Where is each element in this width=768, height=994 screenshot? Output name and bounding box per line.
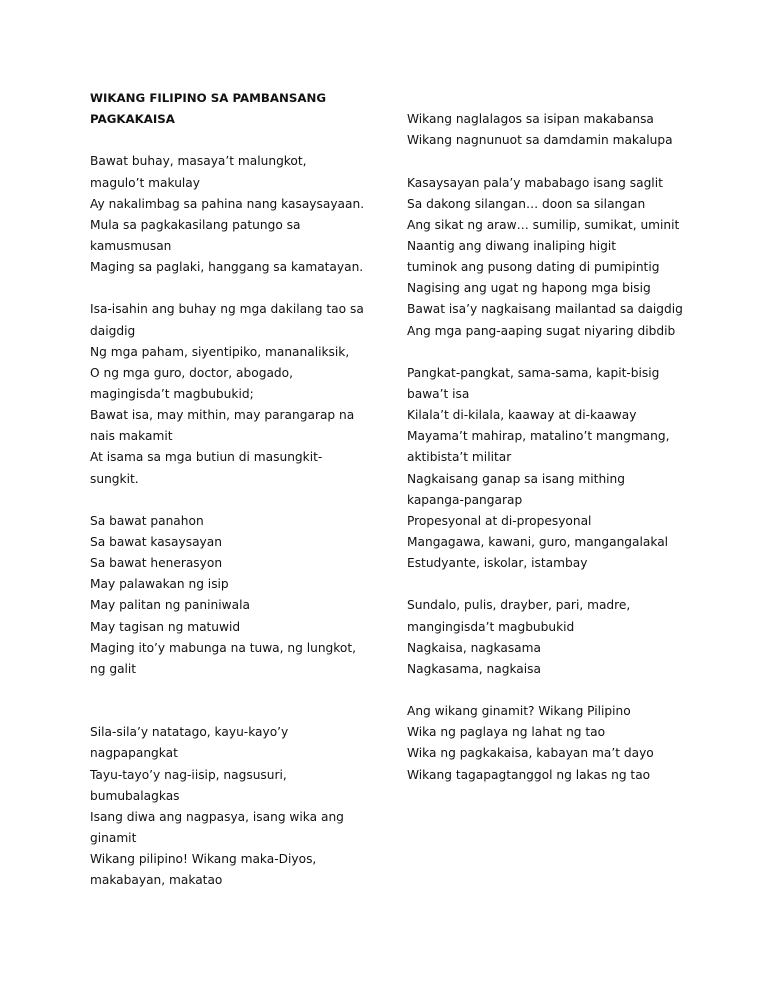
poem-line <box>90 490 390 511</box>
poem-line: nais makamit <box>90 429 173 444</box>
poem-line: May tagisan ng matuwid <box>90 619 241 634</box>
poem-line: Sila-sila’y natatago, kayu-kayo’y <box>90 725 289 740</box>
right-column <box>407 88 707 786</box>
poem-line: magingisda’t magbubukid; <box>90 386 254 401</box>
poem-line <box>407 88 707 109</box>
poem-line: Nagkaisa, nagkasama <box>407 640 541 655</box>
poem-line: Wikang tagapagtanggol ng lakas ng tao <box>407 767 651 782</box>
poem-line: kamusmusan <box>90 238 172 253</box>
poem-line: nagpapangkat <box>90 746 178 761</box>
poem-line: Wikang pilipino! Wikang maka-Diyos, <box>90 852 317 867</box>
poem-line: Sa bawat henerasyon <box>90 556 223 571</box>
poem-line <box>90 278 390 299</box>
poem-line <box>407 342 707 363</box>
poem-line: Nagkasama, nagkaisa <box>407 661 541 676</box>
poem-line: Sa bawat kasaysayan <box>90 534 222 549</box>
poem-line: ng galit <box>90 661 137 676</box>
poem-line: mangingisda’t magbubukid <box>407 619 575 634</box>
poem-line: Naantig ang diwang inaliping higit <box>407 238 617 253</box>
poem-line: Sundalo, pulis, drayber, pari, madre, <box>407 598 631 613</box>
poem-line: Mula sa pagkakasilang patungo sa <box>90 217 301 232</box>
poem-line: sungkit. <box>90 471 139 486</box>
poem-line: magulo’t makulay <box>90 175 200 190</box>
poem-line: Isang diwa ang nagpasya, isang wika ang <box>90 809 344 824</box>
poem-line: Nagising ang ugat ng hapong mga bisig <box>407 281 651 296</box>
poem-line: Nagkaisang ganap sa isang mithing <box>407 471 626 486</box>
poem-line: ginamit <box>90 830 137 845</box>
poem-line: Kilala’t di-kilala, kaaway at di-kaaway <box>407 408 637 423</box>
poem-line: Bawat isa’y nagkaisang mailantad sa daigdig <box>407 302 683 317</box>
poem-line: At isama sa mga butiun di masungkit- <box>90 450 323 465</box>
poem-line: Mayama’t mahirap, matalino’t mangmang, <box>407 429 670 444</box>
poem-line: bumubalagkas <box>90 788 180 803</box>
poem-line: Ang wikang ginamit? Wikang Pilipino <box>407 704 631 719</box>
poem-line <box>90 130 390 151</box>
poem-line: tuminok ang pusong dating di pumipintig <box>407 260 660 275</box>
left-column <box>90 88 390 891</box>
poem-line: Wika ng pagkakaisa, kabayan ma’t dayo <box>407 746 654 761</box>
poem-line: Sa bawat panahon <box>90 513 204 528</box>
poem-line: Ang mga pang-aaping sugat niyaring dibdib <box>407 323 676 338</box>
poem-line: Sa dakong silangan… doon sa silangan <box>407 196 646 211</box>
poem-line: aktibista’t militar <box>407 450 512 465</box>
poem-title-line-1: WIKANG FILIPINO SA PAMBANSANG <box>90 91 327 105</box>
poem-line <box>407 680 707 701</box>
poem-line: Kasaysayan pala’y mababago isang saglit <box>407 175 663 190</box>
poem-line: Maging sa paglaki, hanggang sa kamatayan. <box>90 260 364 275</box>
poem-line: Isa-isahin ang buhay ng mga dakilang tao sa <box>90 302 364 317</box>
poem-line <box>407 574 707 595</box>
poem-line <box>407 151 707 172</box>
poem-line: Propesyonal at di-propesyonal <box>407 513 592 528</box>
poem-line: May palawakan ng isip <box>90 577 229 592</box>
poem-line: May palitan ng paniniwala <box>90 598 250 613</box>
poem-line: Pangkat-pangkat, sama-sama, kapit-bisig <box>407 365 660 380</box>
left-poem-body <box>90 130 390 891</box>
poem-line: Mangagawa, kawani, guro, mangangalakal <box>407 534 669 549</box>
poem-line: kapanga-pangarap <box>407 492 523 507</box>
poem-line: Ang sikat ng araw… sumilip, sumikat, uminit <box>407 217 680 232</box>
poem-line: O ng mga guro, doctor, abogado, <box>90 365 293 380</box>
poem-line: Estudyante, iskolar, istambay <box>407 556 588 571</box>
poem-line: daigdig <box>90 323 136 338</box>
poem-line <box>90 680 390 701</box>
poem-line: bawa’t isa <box>407 386 470 401</box>
poem-line: Bawat isa, may mithin, may parangarap na <box>90 408 355 423</box>
right-poem-body <box>407 88 707 786</box>
poem-line: Ay nakalimbag sa pahina nang kasaysayaan. <box>90 196 365 211</box>
poem-title-line-2: PAGKAKAISA <box>90 112 175 127</box>
poem-line: Wika ng paglaya ng lahat ng tao <box>407 725 606 740</box>
poem-line: Ng mga paham, siyentipiko, mananaliksik, <box>90 344 350 359</box>
poem-line: Maging ito’y mabunga na tuwa, ng lungkot, <box>90 640 357 655</box>
poem-line: Wikang naglalagos sa isipan makabansa <box>407 112 654 127</box>
poem-line: Bawat buhay, masaya’t malungkot, <box>90 154 307 169</box>
poem-line: Wikang nagnunuot sa damdamin makalupa <box>407 133 673 148</box>
poem-line <box>90 701 390 722</box>
poem-line: Tayu-tayo’y nag-iisip, nagsusuri, <box>90 767 287 782</box>
poem-line: makabayan, makatao <box>90 873 223 888</box>
